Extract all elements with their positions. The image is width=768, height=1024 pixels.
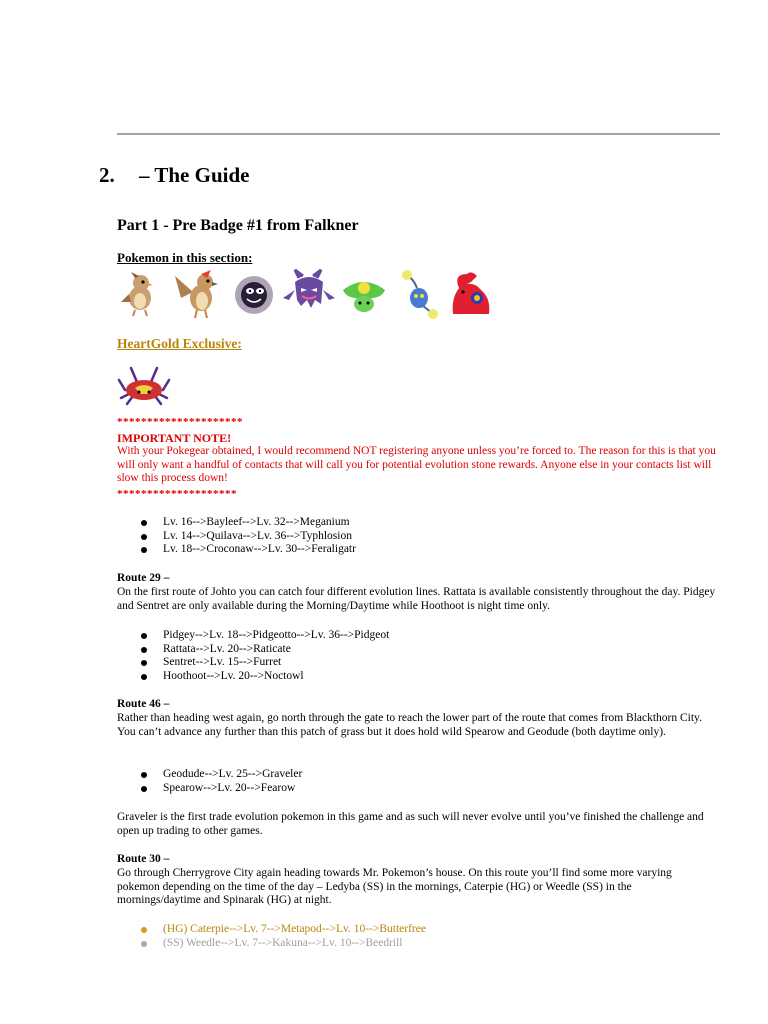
route-29-text: On the first route of Johto you can catch four different evolution lines. Rattata is available consistently throughout the day. Pidgey and Sentret are only available during the Morning/Daytime while Hoothoot is night time only. [117, 586, 716, 612]
route-29-title: Route 29 – [117, 572, 170, 584]
list-item: Pidgey-->Lv. 18-->Pidgeotto-->Lv. 36-->Pidgeot [117, 629, 389, 643]
heading-number: 2. [99, 163, 115, 187]
haunter-icon [281, 268, 337, 320]
list-item: Lv. 14-->Quilava-->Lv. 36-->Typhlosion [117, 530, 356, 544]
heading-title: – The Guide [139, 163, 250, 187]
route-30-text: Go through Cherrygrove City again heading towards Mr. Pokemon’s house. On this route you’ll find some more varying pokemon depending on the time of the day – Ledyba (SS) in the mornings, Caterpie (HG) or Weedle (SS) in the mornings/daytime and Spinarak (HG) at night. [117, 867, 672, 907]
gastly-icon [231, 268, 277, 320]
important-note-title: IMPORTANT NOTE! [117, 431, 232, 445]
slugma-icon [447, 268, 495, 320]
important-stars-top: ********************* [117, 416, 243, 428]
route-46-text: Rather than heading west again, go north through the gate to reach the lower part of the route that comes from Blackthorn City. You can’t advance any further than this patch of grass but it does hold wild Spearow and Geodude (both daytime only). [117, 712, 702, 738]
list-item: Sentret-->Lv. 15-->Furret [117, 656, 389, 670]
horizontal-rule [117, 133, 720, 135]
list-item: Rattata-->Lv. 20-->Raticate [117, 643, 389, 657]
list-item: Lv. 18-->Croconaw-->Lv. 30-->Feraligatr [117, 543, 356, 557]
pokemon-section-heading: Pokemon in this section: [117, 250, 253, 265]
route-46-after-text: Graveler is the first trade evolution pokemon in this game and as such will never evolve until you’ve finished the challenge and open up trading to other games. [117, 811, 704, 837]
spinarak-icon [117, 360, 171, 406]
chinchou-icon [397, 268, 443, 320]
list-item: (HG) Caterpie-->Lv. 7-->Metapod-->Lv. 10-->Butterfree [117, 923, 426, 937]
starter-evolution-list [117, 516, 356, 557]
list-item: Hoothoot-->Lv. 20-->Noctowl [117, 670, 389, 684]
important-stars-bottom: ******************** [117, 488, 237, 500]
part-title: Part 1 - Pre Badge #1 from Falkner [117, 217, 359, 234]
route-30-list [117, 923, 426, 950]
list-item: (SS) Weedle-->Lv. 7-->Kakuna-->Lv. 10-->Beedrill [117, 937, 426, 951]
pidgey-icon [117, 268, 163, 320]
important-note-text: With your Pokegear obtained, I would recommend NOT registering anyone unless you’re forced to. The reason for this is that you will only want a handful of contacts that will call you for potential evolution stone rewards. Anyone else in your contacts list will slow this process down! [117, 445, 716, 484]
list-item: Spearow-->Lv. 20-->Fearow [117, 782, 302, 796]
pidgeotto-icon [171, 268, 227, 320]
list-item: Geodude-->Lv. 25-->Graveler [117, 768, 302, 782]
heartgold-exclusive-heading: HeartGold Exclusive: [117, 336, 242, 351]
pokemon-sprite-row [117, 268, 497, 320]
route-29-list [117, 629, 389, 684]
skiploom-icon [339, 268, 389, 320]
route-46-list [117, 768, 302, 795]
route-46-title: Route 46 – [117, 698, 170, 710]
list-item: Lv. 16-->Bayleef-->Lv. 32-->Meganium [117, 516, 356, 530]
route-30-title: Route 30 – [117, 853, 170, 865]
